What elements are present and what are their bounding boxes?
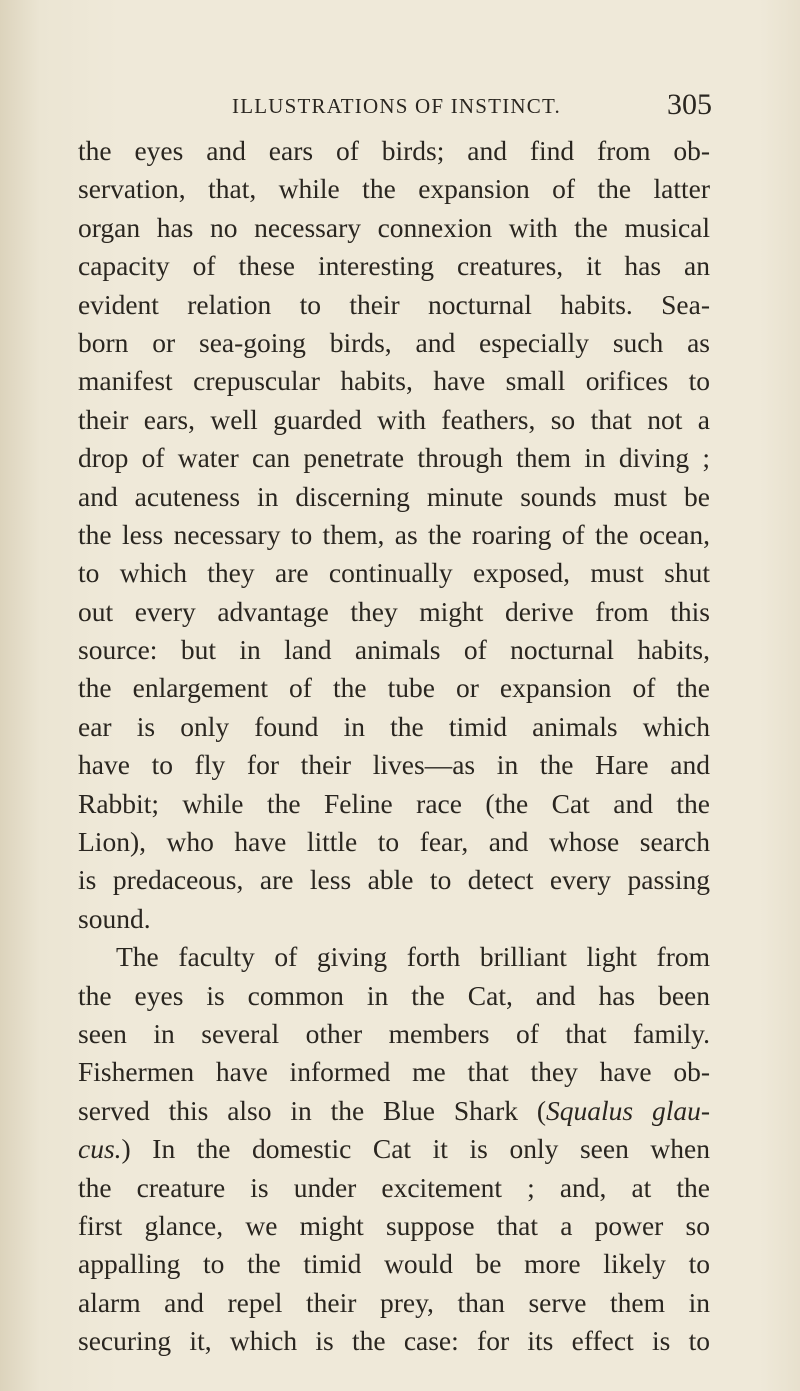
text-line: the less necessary to them, as the roaring of the ocean, <box>78 518 710 550</box>
text-line: servation, that, while the expansion of the latter <box>78 173 710 205</box>
text-line: the creature is under excitement ; and, at the <box>78 1171 710 1203</box>
text-line: evident relation to their nocturnal habits. Sea- <box>78 288 710 320</box>
text-line: and acuteness in discerning minute sounds must be <box>78 480 710 512</box>
page-number: 305 <box>667 88 712 121</box>
text-line: the eyes is common in the Cat, and has been <box>78 979 710 1011</box>
paragraph-start-line: The faculty of giving forth brilliant light from <box>116 941 710 973</box>
text-line: to which they are continually exposed, must shut <box>78 557 710 589</box>
text-segment: ) In the domestic Cat it is only seen when <box>121 1133 710 1165</box>
text-line: have to fly for their lives—as in the Hare and <box>78 749 710 781</box>
text-line: organ has no necessary connexion with the musical <box>78 211 710 243</box>
text-line-with-italic <box>78 1130 710 1168</box>
body-text <box>78 132 710 1361</box>
text-line: out every advantage they might derive from this <box>78 595 710 627</box>
text-line: alarm and repel their prey, than serve them in <box>78 1286 710 1318</box>
text-line-with-italic <box>78 1092 710 1130</box>
text-line: drop of water can penetrate through them in diving ; <box>78 442 710 474</box>
text-line: manifest crepuscular habits, have small orifices to <box>78 365 710 397</box>
text-line: source: but in land animals of nocturnal habits, <box>78 634 710 666</box>
text-line: ear is only found in the timid animals which <box>78 710 710 742</box>
text-line: first glance, we might suppose that a power so <box>78 1209 710 1241</box>
paragraph-end-line: sound. <box>78 902 151 934</box>
text-line: is predaceous, are less able to detect every passing <box>78 864 710 896</box>
text-line: born or sea-going birds, and especially such as <box>78 326 710 358</box>
text-line: Lion), who have little to fear, and whose search <box>78 826 710 858</box>
running-title: ILLUSTRATIONS OF INSTINCT. <box>232 94 561 118</box>
text-line: capacity of these interesting creatures, it has an <box>78 250 710 282</box>
text-line: Fishermen have informed me that they have ob- <box>78 1056 710 1088</box>
species-name-italic: cus. <box>78 1133 122 1165</box>
text-line: the eyes and ears of birds; and find from ob- <box>78 135 710 166</box>
text-line: seen in several other members of that family. <box>78 1017 710 1049</box>
text-line: appalling to the timid would be more likely to <box>78 1248 710 1280</box>
text-segment: served this also in the Blue Shark ( <box>78 1094 547 1126</box>
text-line: Rabbit; while the Feline race (the Cat and the <box>78 787 710 819</box>
text-line: the enlargement of the tube or expansion of the <box>78 672 710 704</box>
page-header <box>232 88 712 128</box>
text-line: their ears, well guarded with feathers, so that not a <box>78 403 710 435</box>
text-line: securing it, which is the case: for its effect is to <box>78 1325 710 1357</box>
species-name-italic: Squalus glau- <box>546 1094 711 1126</box>
